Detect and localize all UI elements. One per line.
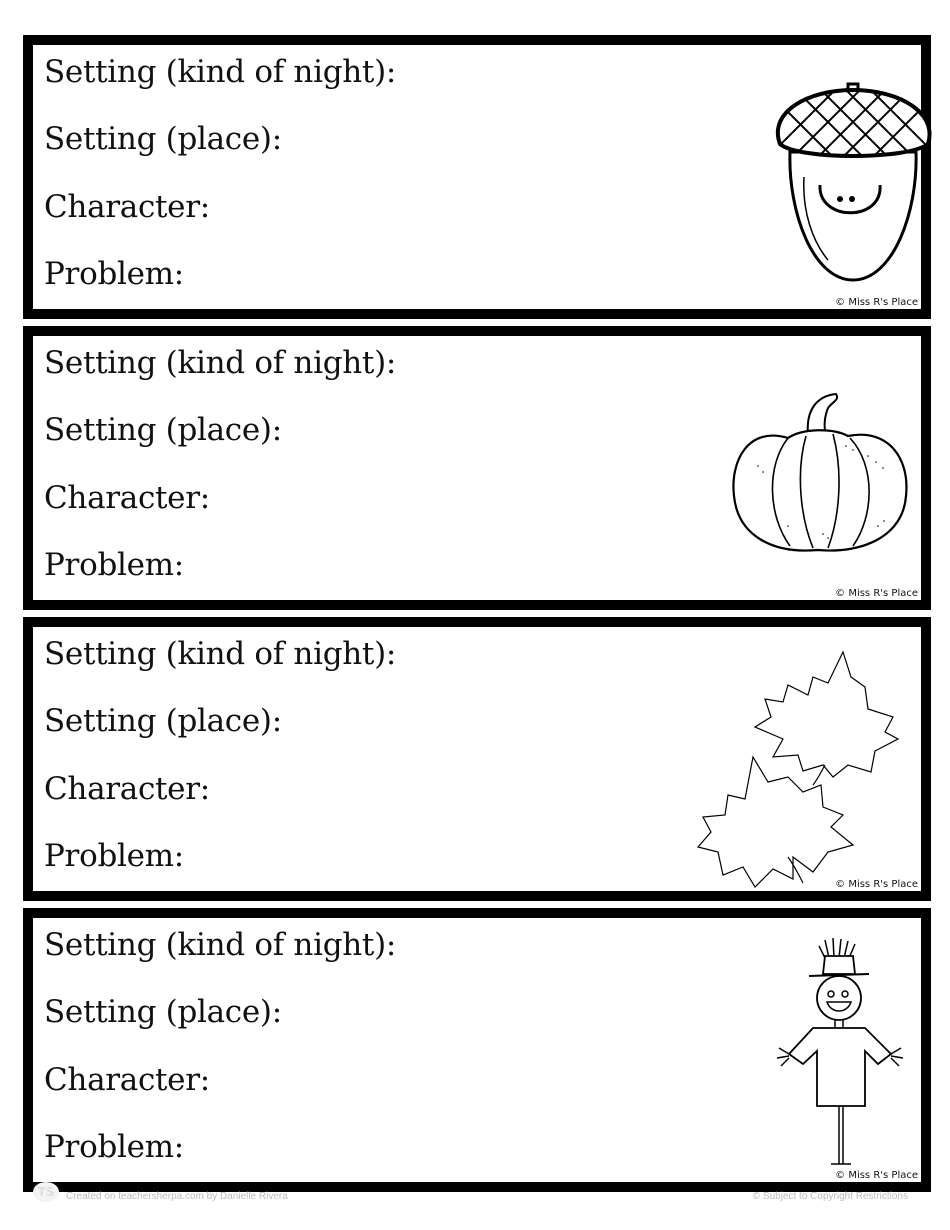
setting-place-label: Setting (place): bbox=[44, 994, 282, 1030]
copyright-label: © Miss R's Place bbox=[835, 588, 918, 599]
copyright-label: © Miss R's Place bbox=[835, 297, 918, 308]
setting-kind-of-night-label: Setting (kind of night): bbox=[44, 345, 397, 381]
character-label: Character: bbox=[44, 771, 210, 807]
scarecrow-icon bbox=[773, 936, 913, 1171]
story-card-2 bbox=[23, 326, 931, 610]
teachersherpa-logo: TS bbox=[33, 1182, 59, 1202]
problem-label: Problem: bbox=[44, 547, 184, 583]
acorn-icon bbox=[768, 72, 938, 287]
setting-place-label: Setting (place): bbox=[44, 703, 282, 739]
problem-label: Problem: bbox=[44, 256, 184, 292]
copyright-label: © Miss R's Place bbox=[835, 879, 918, 890]
story-card-4 bbox=[23, 908, 931, 1192]
setting-kind-of-night-label: Setting (kind of night): bbox=[44, 636, 397, 672]
character-label: Character: bbox=[44, 189, 210, 225]
footer-copyright: © Subject to Copyright Restrictions bbox=[752, 1191, 908, 1202]
problem-label: Problem: bbox=[44, 838, 184, 874]
setting-place-label: Setting (place): bbox=[44, 412, 282, 448]
footer-credit: Created on teachersherpa.com by Danielle Rivera bbox=[66, 1191, 288, 1202]
pumpkin-icon bbox=[728, 386, 913, 556]
setting-place-label: Setting (place): bbox=[44, 121, 282, 157]
story-card-1 bbox=[23, 35, 931, 319]
story-card-3 bbox=[23, 617, 931, 901]
maple-leaves-icon bbox=[693, 647, 908, 891]
character-label: Character: bbox=[44, 480, 210, 516]
character-label: Character: bbox=[44, 1062, 210, 1098]
problem-label: Problem: bbox=[44, 1129, 184, 1165]
copyright-label: © Miss R's Place bbox=[835, 1170, 918, 1181]
setting-kind-of-night-label: Setting (kind of night): bbox=[44, 927, 397, 963]
setting-kind-of-night-label: Setting (kind of night): bbox=[44, 54, 397, 90]
